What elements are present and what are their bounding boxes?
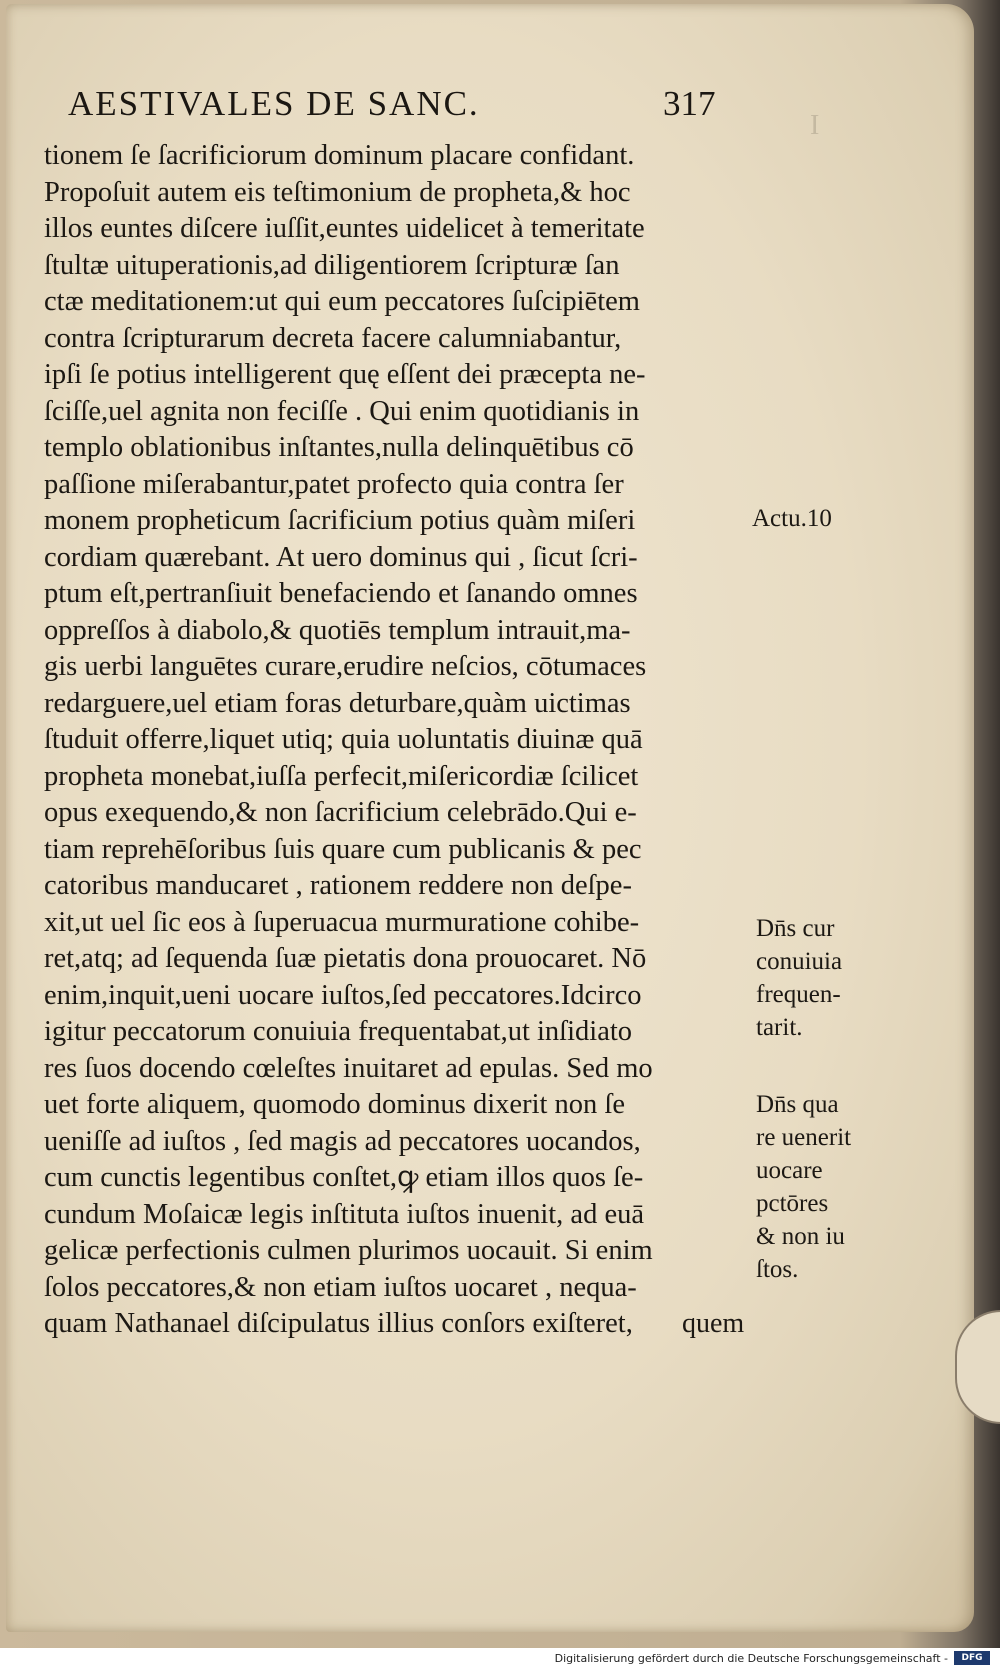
margin-note-line: pctōres: [756, 1190, 829, 1217]
text-line: ſtultæ uituperationis,ad diligentiorem ſcripturæ ſan: [44, 249, 620, 281]
margin-note-line: & non iu: [756, 1223, 845, 1250]
text-line: tiam reprehēſoribus ſuis quare cum publicanis & pec: [44, 833, 642, 865]
text-line: enim,inquit,ueni uocare iuſtos,ſed peccatores.Idcirco: [44, 979, 642, 1011]
margin-note-line: uocare: [756, 1157, 823, 1184]
page-header: [68, 84, 728, 124]
text-line: xit,ut uel ſic eos à ſuperuacua murmuratione cohibe-: [44, 906, 640, 938]
text-line: catoribus manducaret , rationem reddere non deſpe-: [44, 870, 632, 901]
text-line: ret,atq; ad ſequenda ſuæ pietatis dona prouocaret. Nō: [44, 943, 647, 974]
margin-note-dns-cur: [756, 912, 842, 1044]
dfg-credit-text: Digitalisierung gefördert durch die Deutsche Forschungsgemeinschaft -: [554, 1652, 948, 1665]
text-line: templo oblationibus inſtantes,nulla delinquētibus cō: [44, 432, 634, 463]
text-line: quam Nathanael diſcipulatus illius conſors exiſteret,: [44, 1308, 633, 1339]
margin-note-line: Dn̄s qua: [756, 1091, 839, 1118]
text-line: oppreſſos à diabolo,& quotiēs templum intrauit,ma-: [44, 614, 631, 646]
text-line: gelicæ perfectionis culmen plurimos uocauit. Si enim: [44, 1235, 653, 1266]
text-line: ipſi ſe potius intelligerent quę eſſent dei præcepta ne-: [44, 359, 646, 390]
text-line: propheta monebat,iuſſa perfecit,miſericordiæ ſcilicet: [44, 760, 639, 792]
margin-note-line: ſtos.: [756, 1256, 799, 1283]
text-line: ſolos peccatores,& non etiam iuſtos uocaret , nequa-: [44, 1271, 637, 1303]
text-line: ctæ meditationem:ut qui eum peccatores ſuſcipiētem: [44, 286, 640, 317]
margin-note-line: frequen-: [756, 981, 841, 1008]
text-line: cum cunctis legentibus conſtet,ꝙ etiam illos quos ſe-: [44, 1162, 644, 1193]
body-text: [44, 138, 754, 1343]
margin-note-line: tarit.: [756, 1014, 803, 1041]
bleed-through-text: I: [810, 110, 820, 141]
text-line: cordiam quærebant. At uero dominus qui , ſicut ſcri-: [44, 541, 638, 573]
margin-note-line: Dn̄s cur: [756, 915, 835, 942]
text-line: cundum Moſaicæ legis inſtituta iuſtos inuenit, ad euā: [44, 1198, 644, 1230]
running-head: AESTIVALES DE SANC.: [68, 84, 480, 123]
margin-note-actu: Actu.10: [752, 505, 832, 532]
text-line: res ſuos docendo cœleſtes inuitaret ad epulas. Sed mo: [44, 1052, 653, 1084]
margin-note-dns-qua: [756, 1088, 851, 1286]
text-line: redarguere,uel etiam foras deturbare,quàm uictimas: [44, 687, 631, 719]
text-line: uet forte aliquem, quomodo dominus dixerit non ſe: [44, 1089, 625, 1120]
text-line: tionem ſe ſacrificiorum dominum placare confidant.: [44, 140, 635, 171]
margin-note-line: re uenerit: [756, 1124, 852, 1151]
text-line: contra ſcripturarum decreta facere calumniabantur,: [44, 322, 622, 354]
text-line: ueniſſe ad iuſtos , ſed magis ad peccatores uocandos,: [44, 1125, 641, 1157]
text-line: paſſione miſerabantur,patet profecto quia contra ſer: [44, 468, 624, 500]
text-line: monem propheticum ſacrificium potius quàm miſeri: [44, 505, 636, 536]
text-line: opus exequendo,& non ſacrificium celebrādo.Qui e-: [44, 797, 637, 828]
text-line: ſtuduit offerre,liquet utiq; quia uoluntatis diuinæ quā: [44, 724, 643, 755]
folio-number: 317: [663, 84, 716, 123]
text-line: igitur peccatorum conuiuia frequentabat,ut inſidiato: [44, 1016, 633, 1047]
text-line: Propoſuit autem eis teſtimonium de propheta,& hoc: [44, 176, 631, 208]
catchword: quem: [682, 1308, 745, 1339]
dfg-logo: DFG: [954, 1651, 990, 1665]
text-line: gis uerbi languētes curare,erudire neſcios, cōtumaces: [44, 651, 647, 682]
text-line: illos euntes diſcere iuſſit,euntes uidelicet à temeritate: [44, 213, 645, 244]
margin-note-line: conuiuia: [756, 948, 843, 975]
text-line: ptum eſt,pertranſiuit benefaciendo et ſanando omnes: [44, 578, 638, 609]
text-line: ſciſſe,uel agnita non feciſſe . Qui enim quotidianis in: [44, 395, 640, 427]
